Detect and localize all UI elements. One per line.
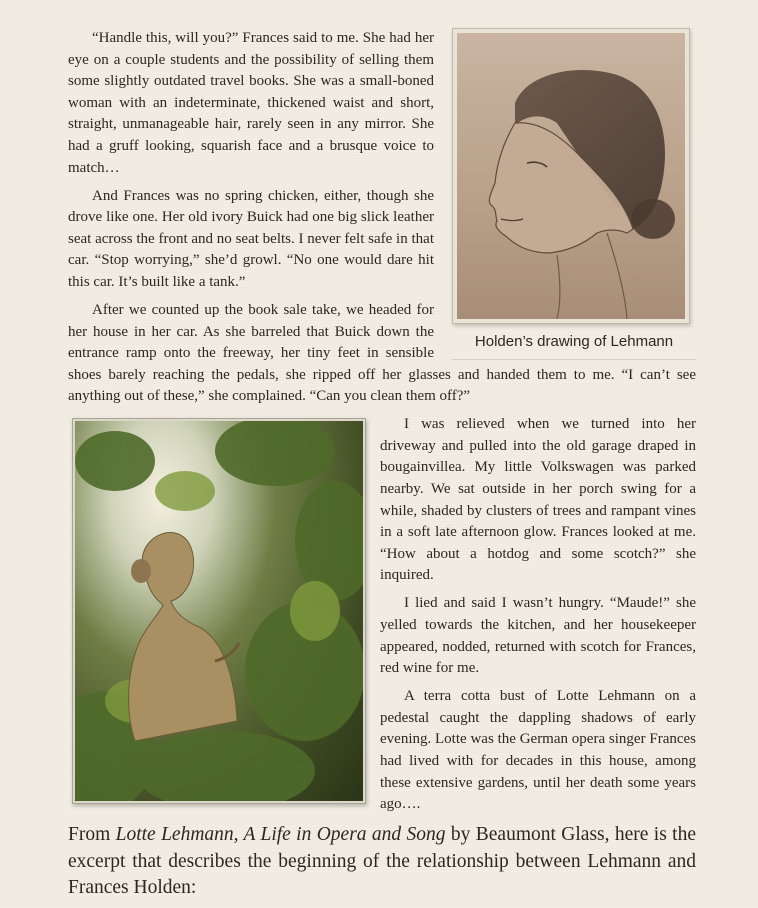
paragraph-2: And Frances was no spring chicken, either, though she drove like one. Her old ivory Buick had one big slick leather seat across the front and no seat belts. I never felt safe in that car. “Stop worrying,” she’d growl. “No one would dare hit this car. It’s built like a tank.” (68, 187, 434, 290)
closing-prefix: From (68, 824, 116, 846)
book-title: Lotte Lehmann, A Life in Opera and Song (115, 824, 446, 846)
paragraph-4: I was relieved when we turned into her driveway and pulled into the old garage draped in bougainvillea. My little Volkswagen was parked nearby. We sat outside in her porch swing for a while, shaded by clusters of trees and rampant vines in a soft late afternoon glow. Frances looked at me. “How about a hotdog and some scotch?” she inquired. (380, 416, 696, 584)
drawing-frame (452, 28, 690, 324)
pencil-portrait-drawing-icon (457, 33, 685, 319)
paragraph-5: I lied and said I wasn’t hungry. “Maude!” she yelled towards the kitchen, and her housekeeper appeared, nodded, returned with scotch for Frances, red wine for me. (380, 595, 696, 677)
paragraph-3: After we counted up the book sale take, we headed for her house in her car. As she barreled that Buick down the entrance ramp onto the freeway, her tiny feet in sensible shoes barely reaching the pedals, she ripped off her glasses and handed them to me. “I can’t see anything out of these,” she complained. “Can you clean them off?” (68, 301, 696, 405)
article-body (68, 28, 696, 908)
photo-figure (72, 418, 364, 806)
paragraph-1: “Handle this, will you?” Frances said to me. She had her eye on a couple students and the possibility of selling them some slightly outdated travel books. She was a small-boned woman with an indeterminate, thickened waist and short, straight, unmanageable hair, rarely seen in any mirror. She had a gruff looking, squarish face and a brusque voice to match… (68, 30, 434, 176)
closing-suffix: by Beaumont Glass, here is the excerpt that describes the beginning of the relationship between Lehmann and Frances Holden: (68, 824, 696, 898)
closing-paragraph (68, 822, 696, 901)
drawing-caption: Holden’s drawing of Lehmann (452, 331, 696, 360)
paragraph-6: A terra cotta bust of Lotte Lehmann on a pedestal caught the dappling shadows of early evening. Lotte was the German opera singer Frances had lived with for decades in this house, among these extensive gardens, until her death some years ago…. (380, 688, 696, 813)
drawing-figure (452, 28, 696, 360)
photo-frame (72, 418, 366, 804)
statue-garden-photo-icon (75, 421, 363, 801)
